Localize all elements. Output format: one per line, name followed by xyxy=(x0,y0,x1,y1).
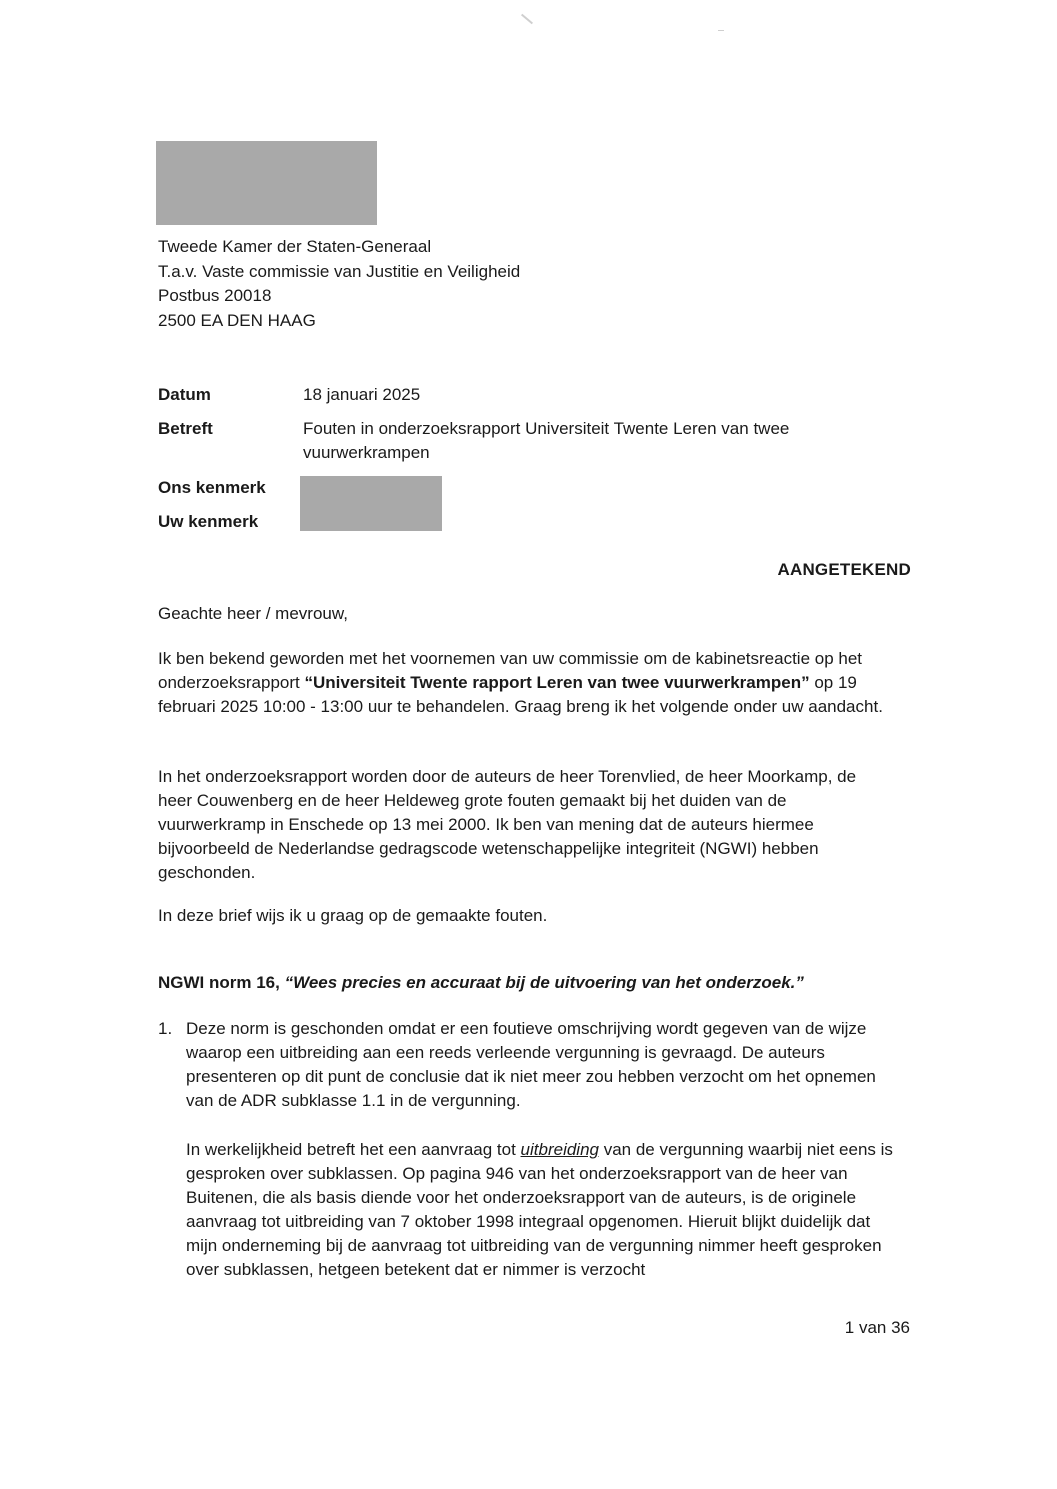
list-item-text: Deze norm is geschonden omdat er een foutieve omschrijving wordt gegeven van de wijze waarop een uitbreiding aan een reeds verleende vergunning is gevraagd. De auteurs presenteren op dit punt de conclusie dat ik niet meer zou hebben verzocht om het opnemen van de ADR subklasse 1.1 in de vergunning. xyxy=(186,1019,876,1110)
salutation: Geachte heer / mevrouw, xyxy=(158,604,348,623)
datum-value: 18 januari 2025 xyxy=(303,385,421,404)
emphasis-uitbreiding: uitbreiding xyxy=(520,1140,599,1159)
address-line: T.a.v. Vaste commissie van Justitie en Veiligheid xyxy=(158,261,521,281)
continuation-pre: In werkelijkheid betreft het een aanvraag tot xyxy=(186,1140,521,1159)
registered-mark: AANGETEKEND xyxy=(777,560,911,579)
heading-quote: “Wees precies en accuraat bij de uitvoering van het onderzoek.” xyxy=(284,973,804,992)
betreft-label: Betreft xyxy=(158,419,213,438)
scan-speck xyxy=(718,30,724,31)
address-line: 2500 EA DEN HAAG xyxy=(158,310,316,330)
scan-speck xyxy=(521,14,533,25)
intro-text-post: op 19 februari 2025 10:00 - 13:00 uur te behandelen. Graag breng ik het volgende onder uw aandacht. xyxy=(158,673,883,716)
report-title: “Universiteit Twente rapport Leren van twee vuurwerkrampen” xyxy=(304,673,810,692)
paragraph-intro xyxy=(158,647,903,719)
page-number: 1 van 36 xyxy=(844,1318,910,1337)
address-line: Tweede Kamer der Staten-Generaal xyxy=(158,237,432,256)
heading-prefix: NGWI norm 16, xyxy=(158,973,285,992)
continuation-post: van de vergunning waarbij niet eens is gesproken over subklassen. Op pagina 946 van het onderzoeksrapport van de heer van Buitenen, die als basis diende voor het onderzoeksrapport van de auteurs, is de originele aanvraag tot uitbreiding van 7 oktober 1998 integraal opgenomen. Hieruit blijkt duidelijk dat mijn onderneming bij de aanvraag tot uitbreiding van de vergunning nimmer heeft gesproken over subklassen, hetgeen betekent dat er nimmer is verzocht xyxy=(186,1140,893,1279)
betreft-value: Fouten in onderzoeksrapport Universiteit Twente Leren van twee vuurwerkrampen xyxy=(303,419,790,462)
recipient-address xyxy=(158,235,520,333)
uw-kenmerk-label: Uw kenmerk xyxy=(158,512,259,531)
redacted-reference xyxy=(300,476,442,531)
ons-kenmerk-label: Ons kenmerk xyxy=(158,478,266,497)
intro-text-pre: Ik ben bekend geworden met het voornemen van uw commissie om de kabinetsreactie op het onderzoeksrapport xyxy=(158,649,863,692)
paragraph-authors: In het onderzoeksrapport worden door de auteurs de heer Torenvlied, de heer Moorkamp, de heer Couwenberg en de heer Heldeweg grote fouten gemaakt bij het duiden van de vuurwerkramp in Enschede op 13 mei 2000. Ik ben van mening dat de auteurs hiermee bijvoorbeeld de Nederlandse gedragscode wetenschappelijke integriteit (NGWI) hebben geschonden. xyxy=(158,767,857,882)
list-number: 1. xyxy=(158,1019,173,1038)
section-heading xyxy=(158,971,918,995)
list-item-continuation xyxy=(186,1138,906,1282)
datum-label: Datum xyxy=(158,385,211,404)
redacted-letterhead xyxy=(156,141,377,225)
address-line: Postbus 20018 xyxy=(158,286,272,305)
paragraph-purpose: In deze brief wijs ik u graag op de gemaakte fouten. xyxy=(158,906,548,925)
